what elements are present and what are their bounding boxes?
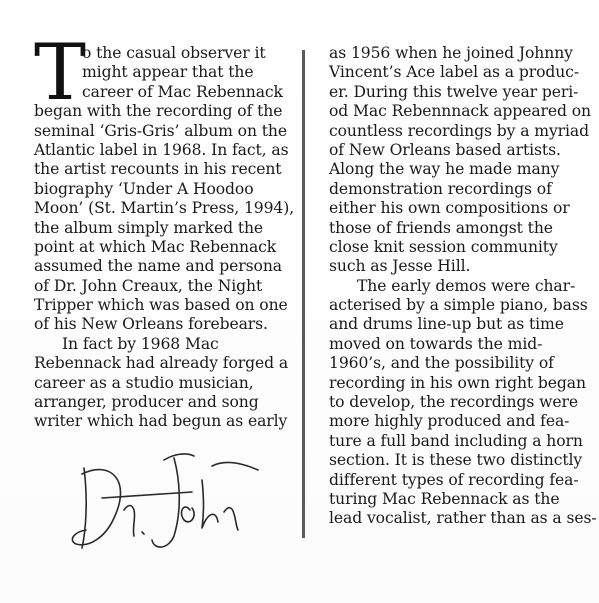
text-line: as 1956 when he joined Johnny bbox=[329, 44, 573, 62]
text-line: turing Mac Rebennack as the bbox=[329, 489, 560, 508]
text-line: recording in his own right began bbox=[329, 373, 586, 392]
right-column bbox=[329, 44, 597, 529]
text-line: demonstration recordings of bbox=[329, 179, 552, 198]
text-line: o the casual observer it bbox=[82, 44, 266, 62]
text-line: to develop, the recordings were bbox=[329, 393, 578, 412]
text-line: arranger, producer and song bbox=[34, 393, 259, 412]
text-line: more highly produced and fea- bbox=[329, 412, 570, 431]
paragraph-start-line: The early demos were char- bbox=[357, 276, 576, 295]
text-line: Along the way he made many bbox=[329, 160, 560, 179]
text-line: different types of recording fea- bbox=[329, 470, 579, 489]
column-divider bbox=[302, 50, 305, 538]
text-line: biography ‘Under A Hoodoo bbox=[34, 179, 254, 198]
text-line: od Mac Rebennnack appeared on bbox=[329, 102, 591, 121]
text-line: er. During this twelve year peri- bbox=[329, 82, 579, 101]
text-line: Moon’ (St. Martin’s Press, 1994), bbox=[34, 199, 295, 218]
text-line: acterised by a simple piano, bass bbox=[329, 296, 588, 315]
text-line: writer which had begun as early bbox=[34, 412, 288, 431]
text-line: close knit session community bbox=[329, 237, 558, 256]
text-line: lead vocalist, rather than as a ses- bbox=[329, 509, 597, 528]
text-line: Vincent’s Ace label as a produc- bbox=[329, 63, 579, 82]
text-line: Tripper which was based on one bbox=[34, 296, 288, 315]
text-line: assumed the name and persona bbox=[34, 257, 282, 276]
handwritten-signature bbox=[62, 440, 282, 560]
text-line: of New Orleans based artists. bbox=[329, 140, 561, 159]
text-line: Atlantic label in 1968. In fact, as bbox=[34, 140, 289, 159]
left-column bbox=[34, 44, 296, 432]
text-line: countless recordings by a myriad bbox=[329, 121, 589, 140]
text-line: career as a studio musician, bbox=[34, 373, 254, 392]
text-line: and drums line-up but as time bbox=[329, 315, 564, 334]
text-line: of Dr. John Creaux, the Night bbox=[34, 276, 263, 295]
text-line: of his New Orleans forebears. bbox=[34, 315, 268, 334]
text-line: 1960’s, and the possibility of bbox=[329, 354, 554, 373]
text-line: the artist recounts in his recent bbox=[34, 160, 282, 179]
paragraph-start-line: In fact by 1968 Mac bbox=[62, 334, 219, 353]
text-line: moved on towards the mid- bbox=[329, 334, 543, 353]
text-line: began with the recording of the bbox=[34, 102, 283, 121]
text-line: those of friends amongst the bbox=[329, 218, 553, 237]
text-line: Rebennack had already forged a bbox=[34, 354, 289, 373]
text-line: either his own compositions or bbox=[329, 199, 570, 218]
text-line: point at which Mac Rebennack bbox=[34, 237, 277, 256]
text-line: ture a full band including a horn bbox=[329, 431, 583, 450]
text-line: such as Jesse Hill. bbox=[329, 257, 471, 276]
text-line: the album simply marked the bbox=[34, 218, 264, 237]
drop-cap: T bbox=[34, 28, 87, 118]
text-line: career of Mac Rebennack bbox=[82, 82, 283, 101]
text-line: section. It is these two distinctly bbox=[329, 451, 583, 470]
text-line: might appear that the bbox=[82, 63, 254, 82]
text-line: seminal ‘Gris-Gris’ album on the bbox=[34, 121, 288, 140]
